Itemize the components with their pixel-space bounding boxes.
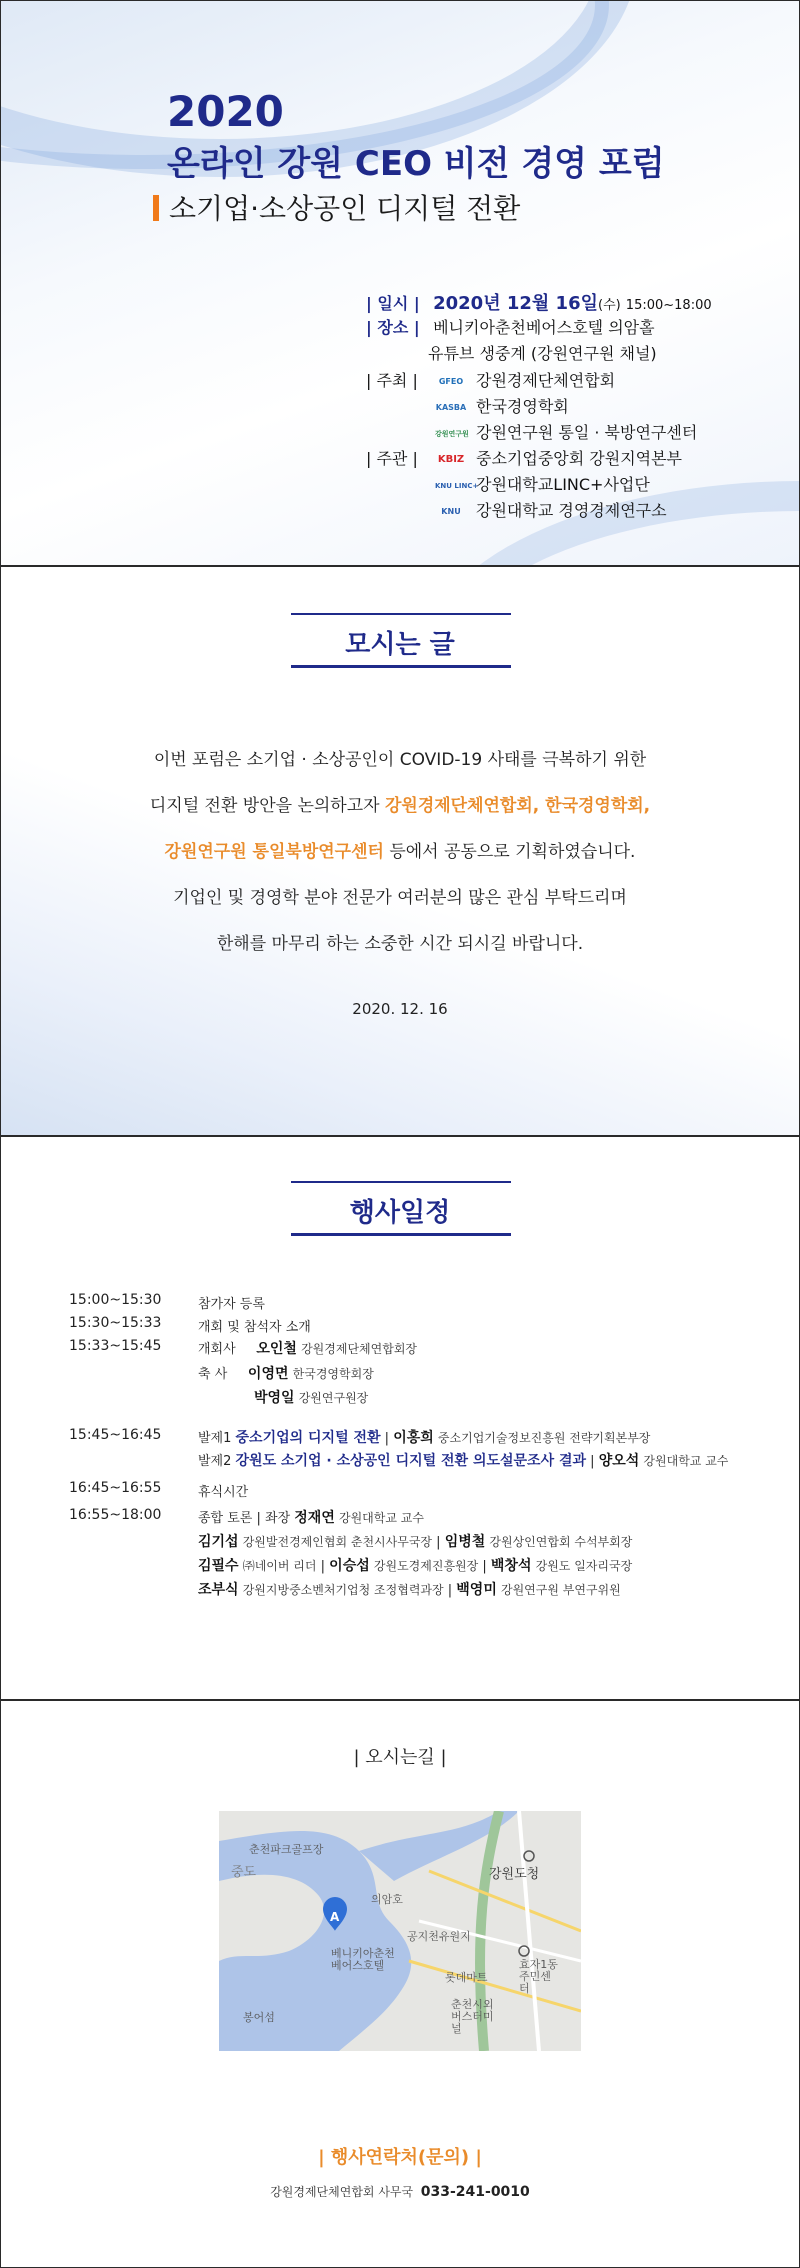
greeting-line-5: 한해를 마무리 하는 소중한 시간 되시길 바랍니다.: [216, 934, 584, 954]
directions-title: | 오시는길 |: [353, 1747, 447, 1768]
kbiz-logo-icon: KBIZ: [437, 453, 465, 465]
congrats-remarks: 박영일 강원연구원장: [254, 1390, 369, 1406]
cover-subtitle: [153, 187, 520, 227]
title-rule-bottom: [291, 1233, 511, 1236]
schedule-item: 참가자 등록: [198, 1297, 265, 1312]
directions-panel: [0, 1700, 800, 2268]
greeting-line-4: 기업인 및 경영학 분야 전문가 여러분의 많은 관심 부탁드리며: [173, 888, 627, 908]
gfeo-logo-icon: GFEO: [438, 376, 464, 386]
map-label-terminal: 춘천시외 버스터미널: [451, 1998, 494, 2035]
time-slot: 15:45~16:45: [69, 1427, 162, 1443]
opening-remarks: 개회사 오인철 강원경제단체연합회장: [198, 1341, 417, 1357]
panel-discussion: 종합 토론 | 좌장 정재연 강원대학교 교수: [198, 1510, 424, 1526]
host-item: KASBA 한국경영학회: [435, 397, 569, 416]
presentation-2: 발제2 강원도 소기업 · 소상공인 디지털 전환 의도설문조사 결과 | 양오석 강원대학교 교수: [198, 1453, 729, 1469]
discussant-row: 김필수 ㈜네이버 리더 | 이승섭 강원도경제진흥원장 | 백창석 강원도 일자리국장: [198, 1558, 633, 1574]
host-label: | 주최 |: [366, 371, 418, 390]
map-label-lotte: 롯데마트: [445, 1971, 488, 1984]
greeting-line-2: 디지털 전환 방안을 논의하고자 강원경제단체연합회, 한국경영학회,: [149, 796, 651, 816]
knu-logo-icon: KNU: [441, 506, 461, 516]
host-item: GFEO 강원경제단체연합회: [435, 368, 615, 391]
kasba-logo-icon: KASBA: [435, 402, 467, 412]
event-day: (수): [598, 298, 621, 313]
location-map[interactable]: [219, 1811, 581, 2051]
place-label: | 장소 |: [366, 318, 420, 337]
place-stream: 유튜브 생중계 (강원연구원 채널): [428, 344, 657, 363]
organizer-item: KBIZ 중소기업중앙회 강원지역본부: [435, 446, 682, 469]
time-slot: 16:55~18:00: [69, 1507, 162, 1523]
time-slot: 15:00~15:30: [69, 1292, 162, 1308]
map-label-center: 효자1동 주민센터: [519, 1958, 558, 1995]
knu-linc-logo-icon: KNU LINC+: [435, 481, 479, 490]
place-row: [366, 315, 655, 338]
greeting-line-3: 강원연구원 통일북방연구센터 등에서 공동으로 기획하였습니다.: [164, 842, 636, 862]
discussant-row: 조부식 강원지방중소벤처기업청 조정협력과장 | 백영미 강원연구원 부연구위원: [198, 1582, 621, 1598]
event-date: 2020년 12월 16일: [433, 293, 598, 314]
time-slot: 15:30~15:33: [69, 1315, 162, 1331]
accent-bar: [153, 195, 159, 221]
map-label-gov: 강원도청: [489, 1867, 540, 1882]
greeting-title: 모시는 글: [345, 630, 455, 660]
title-rule-top: [291, 1181, 511, 1183]
map-label-island: 중도: [231, 1865, 257, 1880]
cover-subtitle-text: 소기업·소상공인 디지털 전환: [169, 192, 521, 225]
title-rule-top: [291, 613, 511, 615]
schedule-item: 개회 및 참석자 소개: [198, 1320, 311, 1335]
congrats-remarks: 축 사 이영면 한국경영학회장: [198, 1366, 374, 1382]
cover-title: 온라인 강원 CEO 비전 경영 포럼: [167, 144, 665, 184]
greeting-date: 2020. 12. 16: [352, 1000, 448, 1018]
organizer-label: | 주관 |: [366, 449, 418, 468]
organizer-item: KNU LINC+강원대학교LINC+사업단: [435, 475, 650, 494]
discussant-row: 김기섭 강원발전경제인협회 춘천시사무국장 | 임병철 강원상인연합회 수석부회장: [198, 1534, 633, 1550]
date-label: | 일시 |: [366, 294, 420, 313]
schedule-item: 휴식시간: [198, 1485, 249, 1500]
map-label-park: 공지천유원지: [407, 1930, 471, 1943]
contact-title: | 행사연락처(문의) |: [318, 2147, 482, 2168]
map-label-uiam: 의암호: [371, 1893, 403, 1906]
host-item: 강원연구원 강원연구원 통일 · 북방연구센터: [435, 423, 698, 442]
title-rule-bottom: [291, 665, 511, 668]
cover-panel: [0, 0, 800, 566]
kri-logo-icon: 강원연구원: [435, 429, 469, 438]
map-label-hotel: 베니키아춘천 베어스호텔: [331, 1947, 395, 1972]
greeting-line-1: 이번 포럼은 소기업 · 소상공인이 COVID-19 사태를 극복하기 위한: [153, 750, 647, 770]
greeting-panel: [0, 566, 800, 1136]
event-time: 15:00~18:00: [625, 298, 712, 313]
map-label-golf: 춘천파크골프장: [249, 1843, 324, 1856]
date-row: [366, 289, 712, 315]
map-label-lake: 봉어섬: [243, 2011, 275, 2024]
schedule-title: 행사일정: [349, 1198, 451, 1228]
cover-year: 2020: [167, 87, 284, 136]
map-marker-icon[interactable]: A: [330, 1910, 340, 1924]
schedule-panel: [0, 1136, 800, 1700]
time-slot: 16:45~16:55: [69, 1480, 162, 1496]
time-slot: 15:33~15:45: [69, 1338, 162, 1354]
organizer-item: KNU 강원대학교 경영경제연구소: [435, 498, 667, 521]
contact-line: 강원경제단체연합회 사무국 033-241-0010: [270, 2184, 530, 2200]
place-venue: 베니키아춘천베어스호텔 의암홀: [433, 318, 655, 337]
presentation-1: 발제1 중소기업의 디지털 전환 | 이홍희 중소기업기술정보진흥원 전략기획본부장: [198, 1430, 651, 1446]
contact-phone[interactable]: 033-241-0010: [420, 2184, 530, 2200]
